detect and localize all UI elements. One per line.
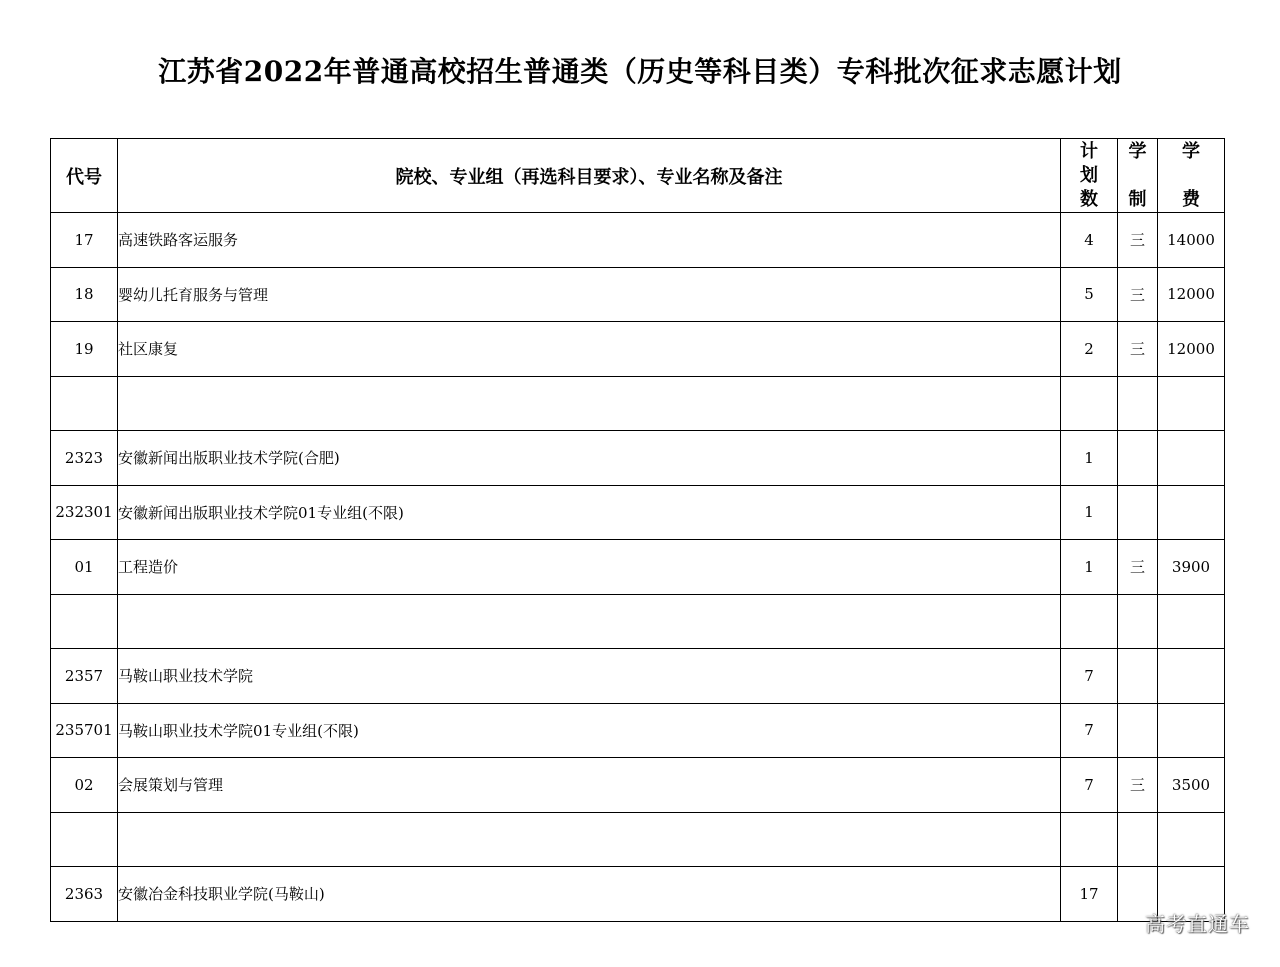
cell-fee	[1158, 812, 1225, 867]
cell-plan-count: 7	[1061, 758, 1118, 813]
cell-code	[51, 594, 118, 649]
cell-name: 安徽新闻出版职业技术学院(合肥)	[118, 431, 1061, 486]
cell-fee: 3500	[1158, 758, 1225, 813]
cell-plan-count: 2	[1061, 322, 1118, 377]
cell-code: 02	[51, 758, 118, 813]
table-row	[51, 540, 1225, 595]
cell-name: 高速铁路客运服务	[118, 213, 1061, 268]
header-fee-char-1: 学	[1182, 140, 1200, 162]
table-row	[51, 322, 1225, 377]
header-plan-count-char-2: 划	[1080, 164, 1098, 186]
cell-plan-count: 7	[1061, 649, 1118, 704]
cell-duration	[1118, 649, 1158, 704]
cell-name	[118, 594, 1061, 649]
cell-fee: 12000	[1158, 267, 1225, 322]
cell-name: 马鞍山职业技术学院	[118, 649, 1061, 704]
cell-duration: 三	[1118, 322, 1158, 377]
cell-code: 232301	[51, 485, 118, 540]
watermark: 高考直通车	[1145, 912, 1250, 936]
cell-duration	[1118, 431, 1158, 486]
header-duration	[1118, 139, 1158, 213]
cell-name: 安徽冶金科技职业学院(马鞍山)	[118, 867, 1061, 922]
cell-duration: 三	[1118, 267, 1158, 322]
cell-plan-count: 1	[1061, 431, 1118, 486]
table-row	[51, 267, 1225, 322]
cell-code: 2323	[51, 431, 118, 486]
cell-code: 18	[51, 267, 118, 322]
cell-duration: 三	[1118, 540, 1158, 595]
cell-fee	[1158, 594, 1225, 649]
cell-plan-count: 17	[1061, 867, 1118, 922]
cell-code	[51, 812, 118, 867]
cell-name: 马鞍山职业技术学院01专业组(不限)	[118, 703, 1061, 758]
table-row	[51, 594, 1225, 649]
enrollment-plan-table	[50, 138, 1225, 922]
header-fee-char-2	[1158, 164, 1224, 188]
cell-fee	[1158, 703, 1225, 758]
cell-code: 17	[51, 213, 118, 268]
header-fee	[1158, 139, 1225, 213]
table-row	[51, 431, 1225, 486]
cell-duration	[1118, 485, 1158, 540]
cell-code: 19	[51, 322, 118, 377]
cell-name: 会展策划与管理	[118, 758, 1061, 813]
cell-duration: 三	[1118, 213, 1158, 268]
table-row	[51, 867, 1225, 922]
cell-fee	[1158, 376, 1225, 431]
cell-plan-count	[1061, 376, 1118, 431]
cell-duration	[1118, 376, 1158, 431]
cell-plan-count: 4	[1061, 213, 1118, 268]
cell-code: 235701	[51, 703, 118, 758]
cell-fee	[1158, 649, 1225, 704]
cell-duration	[1118, 594, 1158, 649]
cell-name: 社区康复	[118, 322, 1061, 377]
cell-fee: 12000	[1158, 322, 1225, 377]
cell-plan-count	[1061, 594, 1118, 649]
cell-name: 工程造价	[118, 540, 1061, 595]
cell-duration	[1118, 703, 1158, 758]
table-row	[51, 213, 1225, 268]
cell-plan-count: 5	[1061, 267, 1118, 322]
header-duration-char-1: 学	[1128, 140, 1147, 162]
table-body	[51, 213, 1225, 922]
cell-name	[118, 812, 1061, 867]
cell-duration: 三	[1118, 758, 1158, 813]
header-code: 代号	[51, 139, 118, 213]
cell-code: 2357	[51, 649, 118, 704]
header-duration-char-3: 制	[1128, 188, 1147, 210]
table-row	[51, 758, 1225, 813]
table-row	[51, 703, 1225, 758]
table-header-row	[51, 139, 1225, 213]
table-row	[51, 376, 1225, 431]
cell-name: 婴幼儿托育服务与管理	[118, 267, 1061, 322]
cell-plan-count	[1061, 812, 1118, 867]
cell-plan-count: 1	[1061, 485, 1118, 540]
header-fee-char-3: 费	[1182, 188, 1200, 210]
header-plan-count-char-3: 数	[1080, 188, 1098, 210]
cell-code	[51, 376, 118, 431]
cell-fee: 3900	[1158, 540, 1225, 595]
table-row	[51, 485, 1225, 540]
cell-plan-count: 7	[1061, 703, 1118, 758]
cell-fee	[1158, 431, 1225, 486]
cell-code: 2363	[51, 867, 118, 922]
header-plan-count-char-1: 计	[1080, 140, 1098, 162]
table-row	[51, 812, 1225, 867]
cell-fee: 14000	[1158, 213, 1225, 268]
table-row	[51, 649, 1225, 704]
page-title: 江苏省2022年普通高校招生普通类（历史等科目类）专科批次征求志愿计划	[158, 55, 1122, 88]
cell-fee	[1158, 485, 1225, 540]
header-name: 院校、专业组（再选科目要求）、专业名称及备注	[118, 139, 1061, 213]
cell-plan-count: 1	[1061, 540, 1118, 595]
header-duration-char-2	[1118, 164, 1157, 188]
cell-name	[118, 376, 1061, 431]
cell-name: 安徽新闻出版职业技术学院01专业组(不限)	[118, 485, 1061, 540]
header-plan-count	[1061, 139, 1118, 213]
cell-code: 01	[51, 540, 118, 595]
cell-duration	[1118, 812, 1158, 867]
